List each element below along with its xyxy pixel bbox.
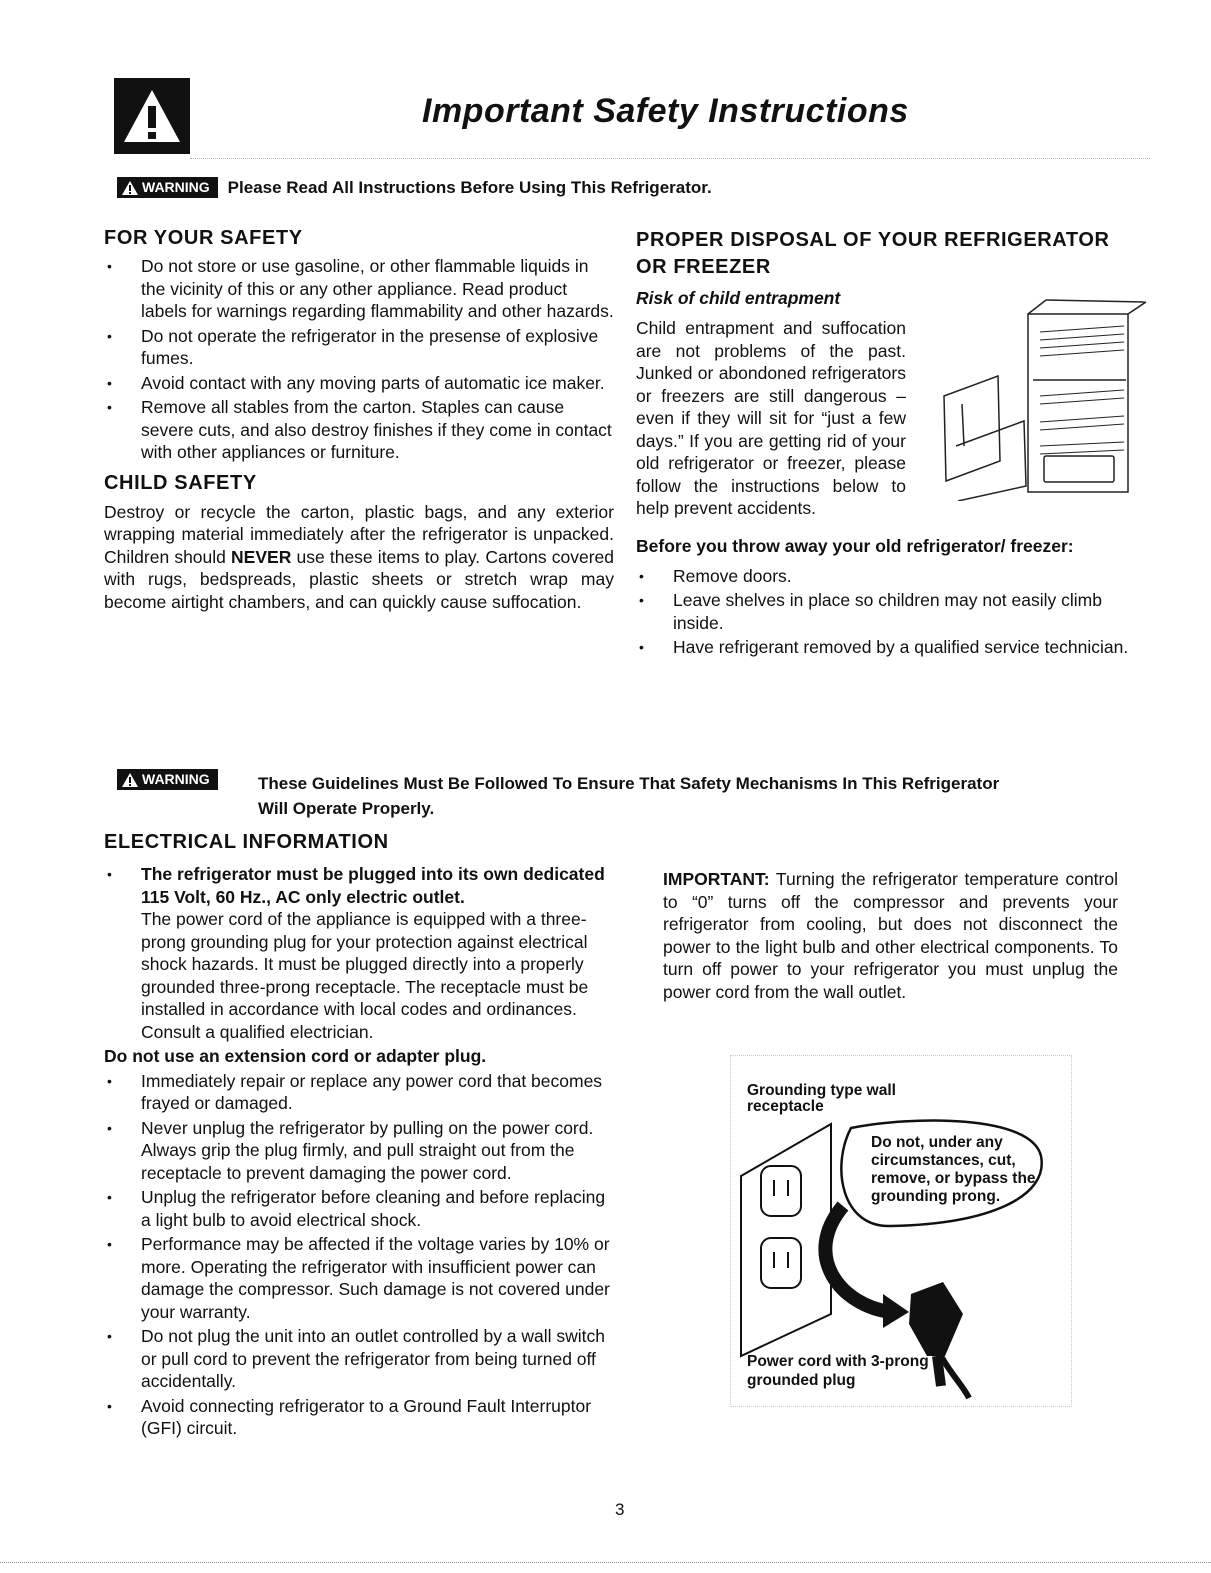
grounded-plug-illustration — [730, 1055, 1072, 1407]
important-note — [663, 868, 1118, 1003]
guidelines-notice — [258, 771, 999, 821]
receptacle-label: Grounding type wall receptacle — [747, 1082, 896, 1115]
list-item: • Never unplug the refrigerator by pulling on the power cord. Always grip the plug firmly, and pull straight out from the receptacle to prevent damaging the power cord. — [104, 1117, 619, 1185]
list-item: • Remove doors. — [636, 565, 1146, 588]
list-item: • Avoid connecting refrigerator to a Ground Fault Interruptor (GFI) circuit. — [104, 1395, 619, 1440]
risk-text: Child entrapment and suffocation are not problems of the past. Junked or abondoned refrigerators or freezers are still dangerous – even if they will sit for “just a few days.” If you are getting rid of your old refrigerator or freezer, please follow the instructions below to help prevent accidents. — [636, 318, 906, 518]
child-safety-heading: CHILD SAFETY — [104, 471, 257, 494]
dedicated-outlet-requirement: • The refrigerator must be plugged into its own dedicated 115 Volt, 60 Hz., AC only electric outlet. — [141, 864, 605, 907]
disposal-heading: PROPER DISPOSAL OF YOUR REFRIGERATOR OR FREEZER — [636, 229, 1110, 278]
warning-row-2 — [117, 769, 218, 790]
guidelines-line-1: These Guidelines Must Be Followed To Ensure That Safety Mechanisms In This Refrigerator — [258, 774, 1000, 793]
power-cord-label: Power cord with 3-prong grounded plug — [747, 1353, 929, 1389]
alert-icon — [121, 180, 139, 196]
warning-triangle-icon — [114, 78, 190, 154]
important-label: IMPORTANT: — [663, 869, 770, 889]
list-item: • Do not store or use gasoline, or other flammable liquids in the vicinity of this or any other appliance. Read product labels for warnings regarding flammability and other hazards. — [104, 255, 614, 323]
never-emphasis: NEVER — [231, 546, 292, 567]
list-item: • Leave shelves in place so children may not easily climb inside. — [636, 589, 1146, 634]
list-item: • Avoid contact with any moving parts of automatic ice maker. — [104, 372, 614, 395]
bottom-divider — [0, 1562, 1211, 1563]
disposal-list — [636, 565, 1146, 659]
page-number: 3 — [615, 1500, 625, 1519]
child-safety-text-part: Destroy or recycle the carton, plastic bags, and any exterior wrapping material immediately after the refrigerator is unpacked. Children should — [104, 501, 614, 567]
warning-badge — [117, 177, 218, 198]
warning-row-1 — [117, 177, 712, 198]
page-title: Important Safety Instructions — [422, 92, 909, 130]
grounding-plug-text: The power cord of the appliance is equipped with a three-prong grounding plug for your protection against electrical shock hazards. It must be plugged directly into a properly grounded three-prong receptacle. The receptacle must be installed in accordance with local codes and ordinances. Consult a qualified electrician. — [141, 909, 589, 1042]
warning-badge-label: WARNING — [142, 179, 210, 195]
before-throw-heading: Before you throw away your old refrigerator/ freezer: — [636, 535, 1074, 556]
alert-icon — [121, 772, 139, 788]
list-item: • Performance may be affected if the voltage varies by 10% or more. Operating the refrigerator with insufficient power can damage the compressor. Such damage is not covered under your warranty. — [104, 1233, 619, 1323]
for-your-safety-section — [104, 227, 614, 613]
guidelines-line-2: Will Operate Properly. — [258, 799, 435, 818]
list-item: • Have refrigerant removed by a qualified service technician. — [636, 636, 1146, 659]
list-item — [104, 863, 619, 1043]
list-item: • Unplug the refrigerator before cleaning and before replacing a light bulb to avoid electrical shock. — [104, 1186, 619, 1231]
child-safety-text-part: use these items to play. Cartons covered with rugs, bedspreads, plastic sheets or stretch wrap may become airtight chambers, and can quickly cause suffocation. — [104, 546, 615, 612]
for-your-safety-heading: FOR YOUR SAFETY — [104, 227, 303, 249]
grounding-prong-warning: Do not, under any circumstances, cut, remove, or bypass the grounding prong. — [871, 1134, 1036, 1205]
electrical-first-list — [104, 863, 619, 1043]
open-refrigerator-illustration — [928, 296, 1150, 501]
for-your-safety-list — [104, 255, 614, 464]
electrical-list — [104, 1070, 619, 1440]
list-item: • Do not plug the unit into an outlet controlled by a wall switch or pull cord to prevent the refrigerator from being turned off accidentally. — [104, 1325, 619, 1393]
list-item: • Do not operate the refrigerator in the presense of explosive fumes. — [104, 325, 614, 370]
important-text: Turning the refrigerator temperature control to “0” turns off the compressor and prevents your refrigerator from cooling, but does not disconnect the power to the light bulb and other electrical components. To turn off power to your refrigerator you must unplug the power cord from the wall outlet. — [663, 869, 1118, 1002]
child-safety-text — [104, 501, 614, 614]
read-instructions-notice: Please Read All Instructions Before Using This Refrigerator. — [227, 177, 712, 197]
electrical-heading: ELECTRICAL INFORMATION — [104, 831, 389, 853]
electrical-section — [104, 831, 619, 1442]
risk-subheading: Risk of child entrapment — [636, 288, 841, 308]
list-item: • Immediately repair or replace any power cord that becomes frayed or damaged. — [104, 1070, 619, 1115]
list-item: • Remove all stables from the carton. Staples can cause severe cuts, and also destroy finishes if they come in contact with other appliances or furniture. — [104, 396, 614, 464]
warning-badge-label: WARNING — [142, 771, 210, 787]
no-extension-cord-notice: Do not use an extension cord or adapter plug. — [104, 1046, 487, 1066]
warning-badge — [117, 769, 218, 790]
